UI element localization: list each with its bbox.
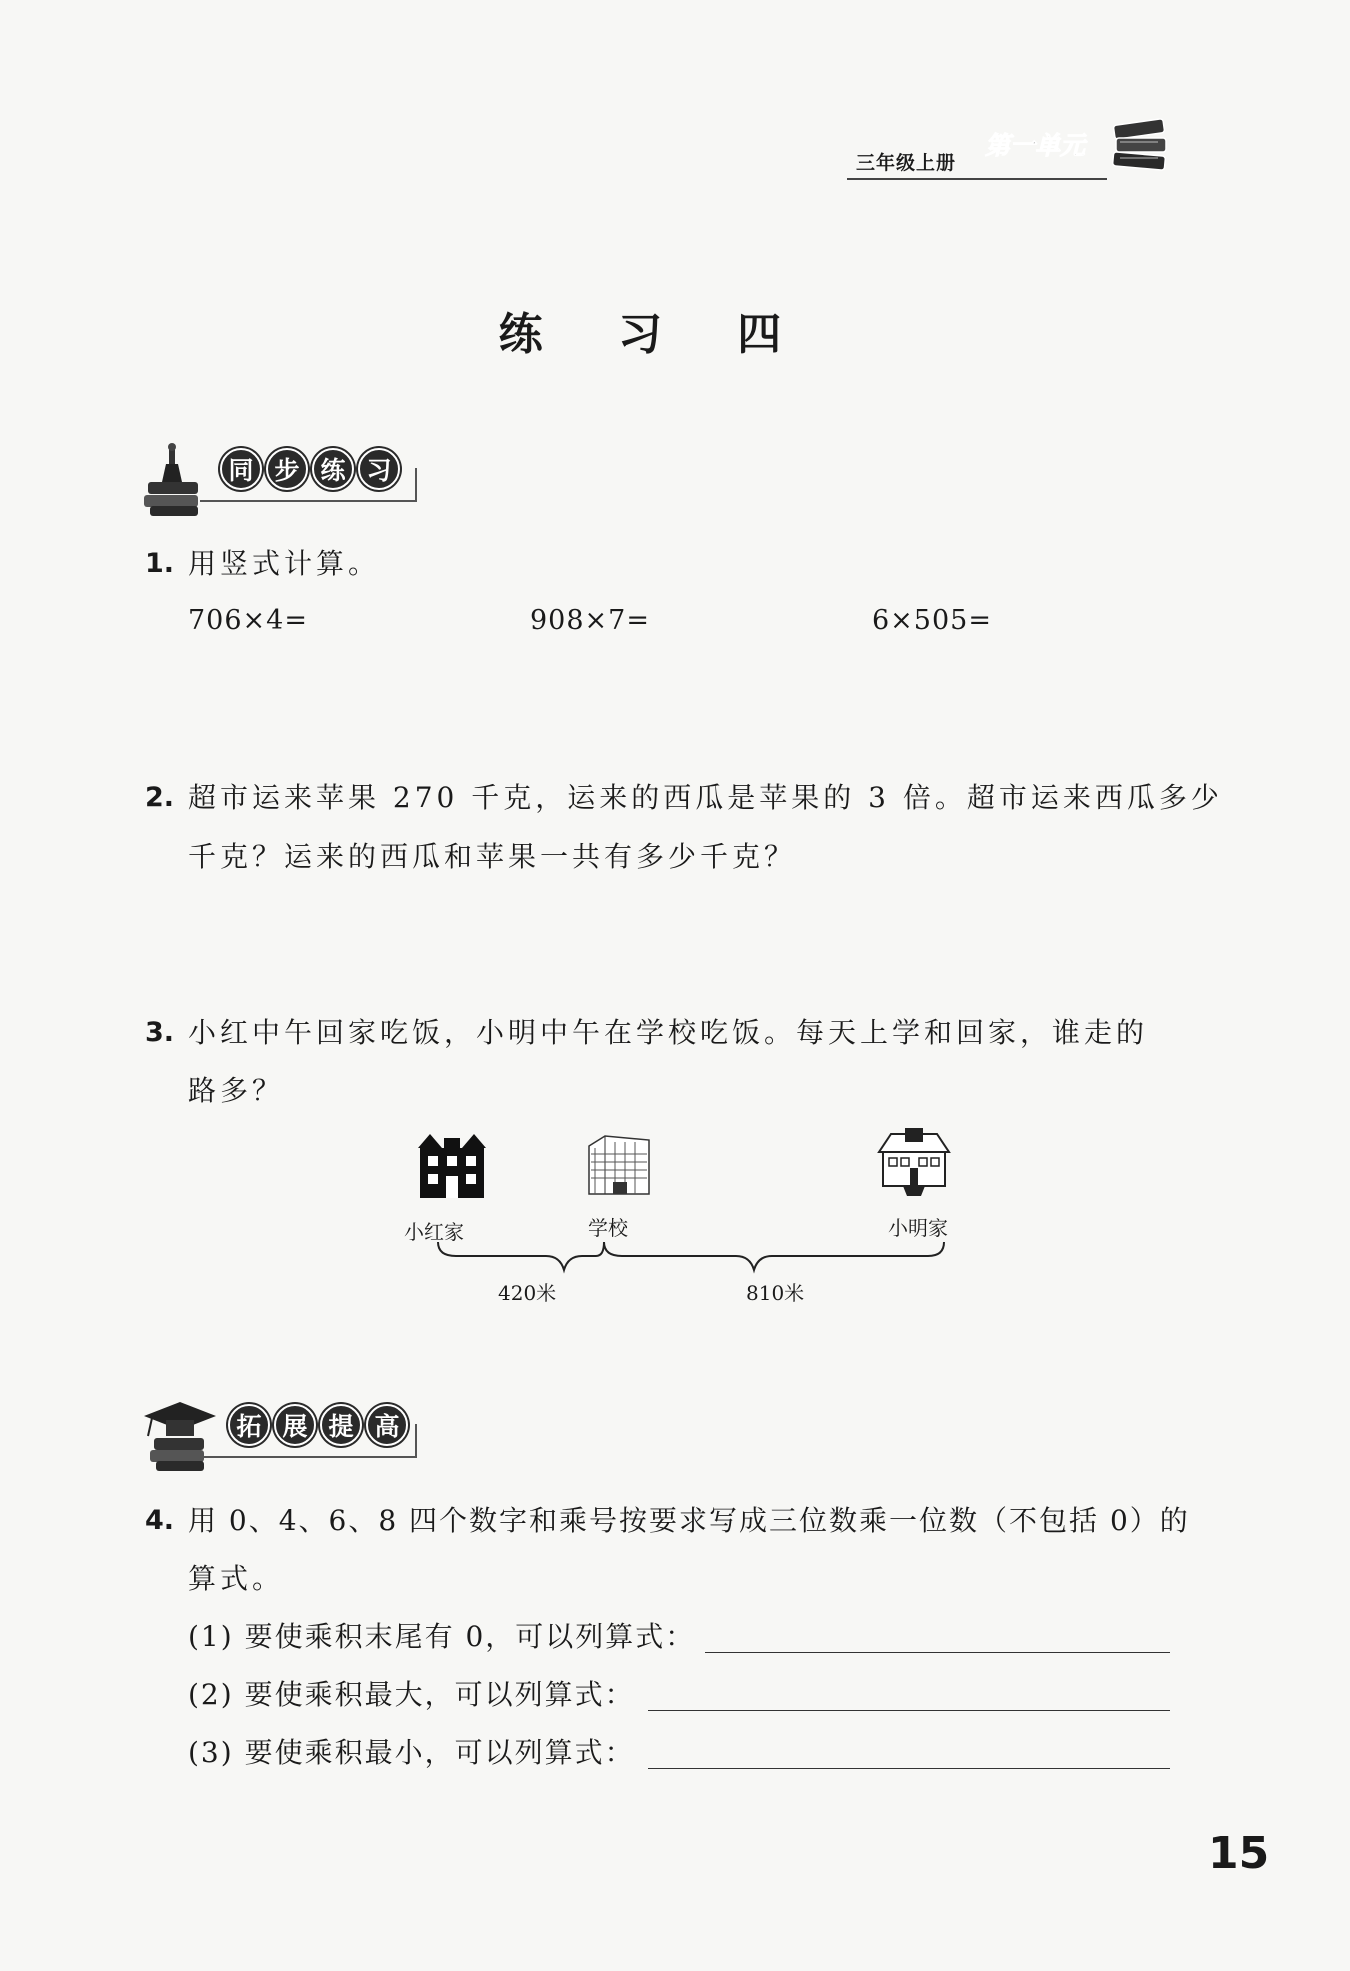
section-char: 同 (220, 448, 262, 490)
section-char: 步 (266, 448, 308, 490)
question-4-part-2: (2) 要使乘积最大，可以列算式： (188, 1678, 635, 1711)
books-stack-icon (1110, 112, 1172, 182)
page-title: 练 习 四 (498, 309, 812, 360)
question-1-number: 1. (145, 548, 175, 579)
section-char: 提 (320, 1404, 362, 1446)
grade-label: 三年级上册 (856, 152, 957, 174)
distance-braces (436, 1240, 948, 1280)
unit-label: 第一单元 (985, 131, 1086, 160)
question-3-line-2: 路多？ (188, 1074, 285, 1107)
expression-3: 6×505= (872, 605, 992, 636)
question-2-number: 2. (145, 782, 175, 813)
distance-diagram (380, 1120, 980, 1320)
question-1-text: 用竖式计算。 (188, 547, 381, 580)
question-4-line-2: 算式。 (188, 1562, 285, 1595)
question-4-line-1: 用 0、4、6、8 四个数字和乘号按要求写成三位数乘一位数（不包括 0）的 (188, 1504, 1190, 1537)
distance-label-2: 810米 (746, 1281, 805, 1305)
house-icon-xiaoming (877, 1126, 951, 1198)
question-2-line-1: 超市运来苹果 270 千克，运来的西瓜是苹果的 3 倍。超市运来西瓜多少 (188, 781, 1223, 814)
question-4-number: 4. (145, 1505, 175, 1536)
question-4-part-1: (1) 要使乘积末尾有 0，可以列算式： (188, 1620, 696, 1653)
page-number: 15 (1208, 1828, 1270, 1879)
label-school: 学校 (588, 1216, 628, 1240)
label-xiaoming-home: 小明家 (888, 1216, 948, 1240)
question-3-line-1: 小红中午回家吃饭，小明中午在学校吃饭。每天上学和回家，谁走的 (188, 1016, 1149, 1049)
label-xiaohong-home: 小红家 (404, 1220, 464, 1244)
expression-2: 908×7= (530, 605, 650, 636)
section-char: 高 (366, 1404, 408, 1446)
distance-label-1: 420米 (498, 1281, 557, 1305)
answer-line-2[interactable] (648, 1710, 1170, 1711)
answer-line-3[interactable] (648, 1768, 1170, 1769)
section-char: 拓 (228, 1404, 270, 1446)
question-3-number: 3. (145, 1017, 175, 1048)
section-char: 展 (274, 1404, 316, 1446)
school-building-icon (585, 1132, 655, 1198)
section-banner-sync (140, 438, 440, 498)
question-2-line-2: 千克？运来的西瓜和苹果一共有多少千克？ (188, 840, 797, 873)
section-char: 习 (358, 448, 400, 490)
answer-line-1[interactable] (705, 1652, 1170, 1653)
expression-1: 706×4= (188, 605, 308, 636)
section-char: 练 (312, 448, 354, 490)
section-banner-extend (140, 1394, 440, 1454)
house-icon-xiaohong (416, 1130, 488, 1200)
question-4-part-3: (3) 要使乘积最小，可以列算式： (188, 1736, 635, 1769)
